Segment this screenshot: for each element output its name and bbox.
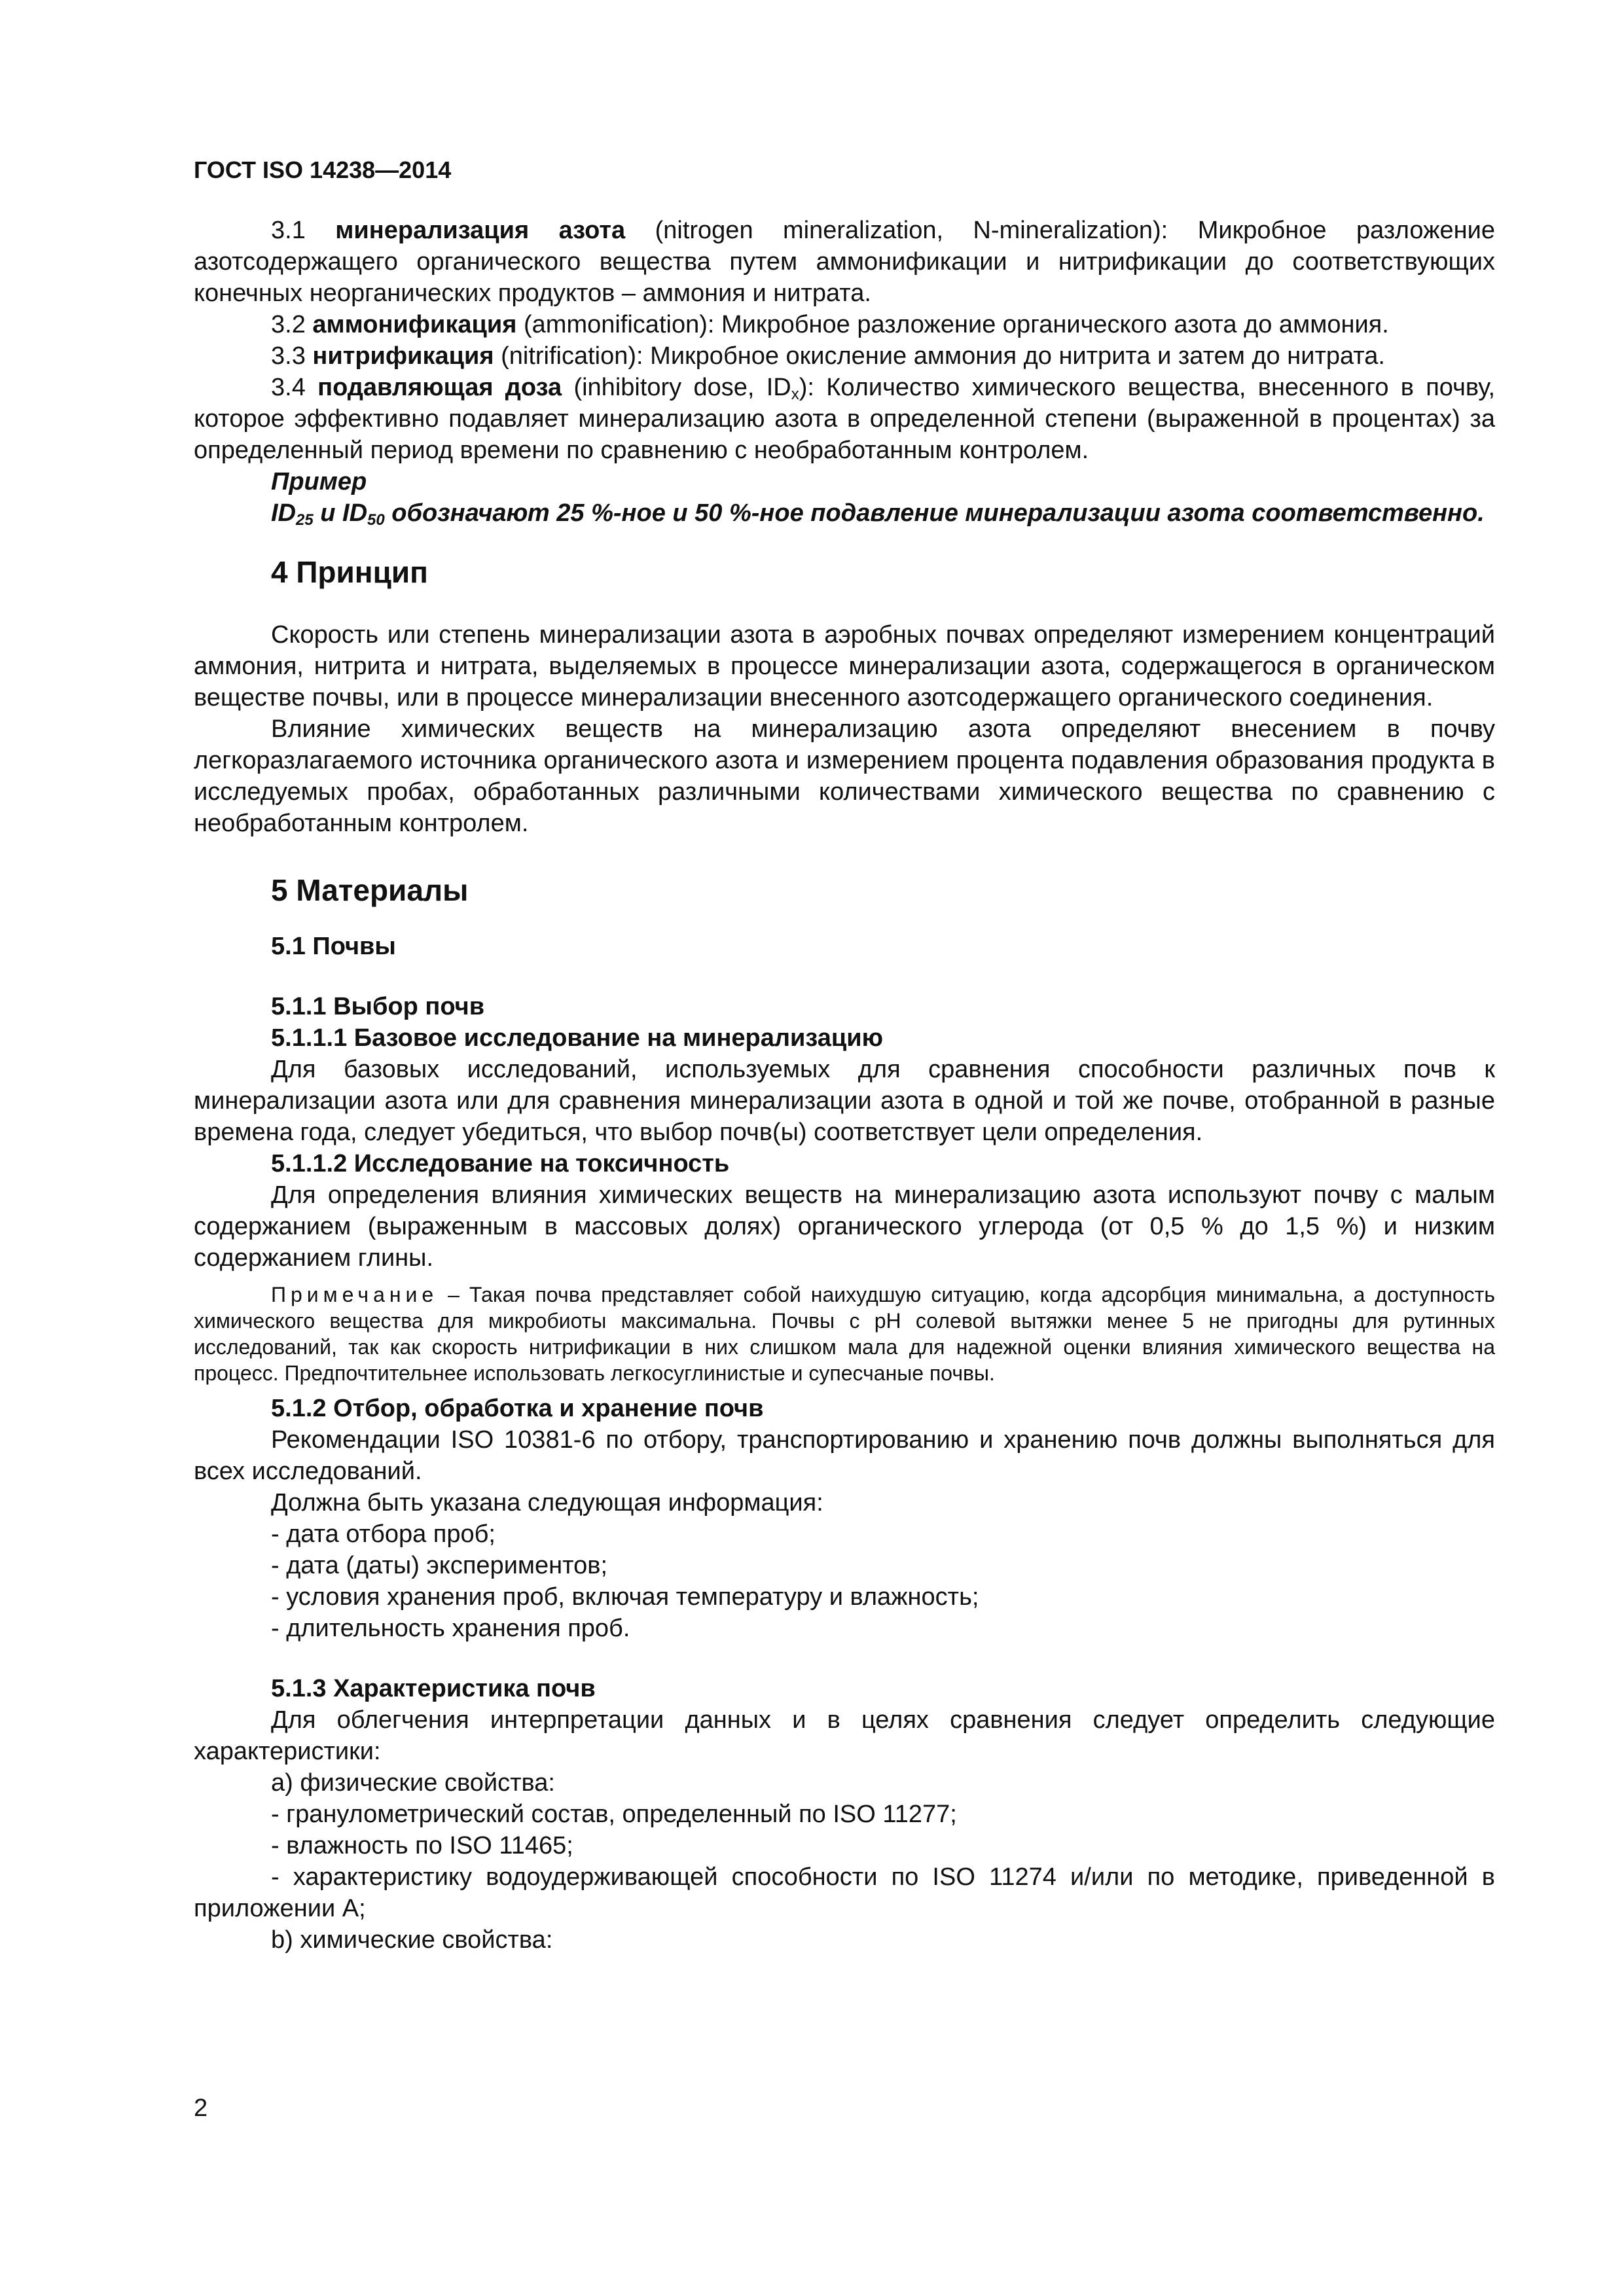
section-5-1-3-heading: 5.1.3 Характеристика почв — [271, 1675, 596, 1702]
example-text-part: обозначают 25 %-ное и 50 %-ное подавление минерализации азота соответственно. — [384, 499, 1485, 527]
document-header: ГОСТ ISO 14238—2014 — [194, 156, 452, 183]
definition-term: нитрификация — [312, 342, 494, 370]
definition-number: 3.1 — [271, 217, 306, 244]
definition-term: минерализация азота — [335, 217, 626, 244]
section-4-paragraph-1: Скорость или степень минерализации азота в аэробных почвах определяют измерением концентраций аммония, нитрита и нитрата, выделяемых в процессе минерализации азота, содержащегося в органическом веществе почвы, или в процессе минерализации внесенного азотсодержащего органического соединения. — [194, 621, 1495, 711]
section-5-1-1-1-heading: 5.1.1.1 Базовое исследование на минерализацию — [271, 1024, 884, 1052]
section-4-heading: 4 Принцип — [271, 555, 428, 589]
subscript: 50 — [367, 511, 385, 529]
section-5-1-2-paragraph: Рекомендации ISO 10381-6 по отбору, транспортированию и хранению почв должны выполняться для всех исследований. — [194, 1426, 1495, 1485]
page-number: 2 — [194, 2094, 208, 2122]
section-5-1-heading: 5.1 Почвы — [271, 933, 396, 960]
definition-3-3 — [194, 340, 1495, 372]
page-content — [194, 215, 1495, 1956]
list-item: - влажность по ISO 11465; — [271, 1832, 573, 1859]
definition-number: 3.4 — [271, 374, 306, 401]
list-item: - дата отбора проб; — [271, 1520, 496, 1548]
definition-number: 3.2 — [271, 311, 306, 338]
section-5-heading: 5 Материалы — [271, 873, 469, 907]
subscript: 25 — [296, 511, 314, 529]
list-item-b: b) химические свойства: — [271, 1926, 553, 1954]
note-label: Примечание — [271, 1283, 439, 1306]
list-item: - длительность хранения проб. — [271, 1615, 630, 1642]
example-text-part: и ID — [313, 499, 368, 527]
section-5-1-3-paragraph: Для облегчения интерпретации данных и в целях сравнения следует определить следующие характеристики: — [194, 1706, 1495, 1765]
example-label: Пример — [271, 468, 367, 495]
list-item: - условия хранения проб, включая температуру и влажность; — [271, 1583, 979, 1611]
list-item: - гранулометрический состав, определенный по ISO 11277; — [271, 1801, 957, 1828]
definition-number: 3.3 — [271, 342, 306, 370]
subscript: x — [791, 386, 799, 403]
section-5-1-1-2-paragraph: Для определения влияния химических веществ на минерализацию азота используют почву с малым содержанием (выраженным в массовых долях) органического углерода (от 0,5 % до 1,5 %) и низким содержанием глины. — [194, 1181, 1495, 1272]
example-id: ID — [271, 499, 296, 527]
section-5-1-1-heading: 5.1.1 Выбор почв — [271, 993, 485, 1020]
definition-3-2 — [194, 309, 1495, 340]
definition-text: (inhibitory dose, ID — [573, 374, 791, 401]
section-4-paragraph-2: Влияние химических веществ на минерализацию азота определяют внесением в почву легкоразлагаемого источника органического азота и измерением процента подавления образования продукта в исследуемых пробах, обработанных различными количествами химического вещества по сравнению с необработанным контролем. — [194, 715, 1495, 837]
definition-text: (nitrification): Микробное окисление аммония до нитрита и затем до нитрата. — [501, 342, 1385, 370]
list-item: - характеристику водоудерживающей способности по ISO 11274 и/или по методике, приведенной в приложении А; — [194, 1863, 1495, 1922]
note — [194, 1282, 1495, 1386]
example-text — [194, 497, 1495, 529]
list-item-a: a) физические свойства: — [271, 1769, 555, 1797]
definition-term: аммонификация — [312, 311, 517, 338]
section-5-1-2-info-intro: Должна быть указана следующая информация: — [271, 1489, 823, 1516]
section-5-1-1-2-heading: 5.1.1.2 Исследование на токсичность — [271, 1150, 730, 1177]
definition-3-1 — [194, 215, 1495, 309]
list-item: - дата (даты) экспериментов; — [271, 1552, 608, 1579]
definition-text: ): Количество химического вещества, внесенного в почву, которое эффективно подавляет минерализацию азота в определенной степени (выраженной в процентах) за определенный период времени по сравнению с необработанным контролем. — [194, 374, 1496, 464]
definition-text: (ammonification): Микробное разложение органического азота до аммония. — [524, 311, 1389, 338]
section-5-1-2-heading: 5.1.2 Отбор, обработка и хранение почв — [271, 1395, 764, 1422]
definition-3-4 — [194, 372, 1495, 466]
definition-term: подавляющая доза — [317, 374, 562, 401]
section-5-1-1-1-paragraph: Для базовых исследований, используемых для сравнения способности различных почв к минерализации азота или для сравнения минерализации азота в одной и той же почве, отобранной в разные времена года, следует убедиться, что выбор почв(ы) соответствует цели определения. — [194, 1056, 1495, 1146]
definition-text: (nitrogen mineralization, N-mineralization): Микробное разложение азотсодержащего органического вещества путем аммонификации и нитрификации до соответствующих конечных неорганических продуктов – аммония и нитрата. — [194, 217, 1495, 307]
note-text: – Такая почва представляет собой наихудшую ситуацию, когда адсорбция минимальна, а доступность химического вещества для микробиоты максимальна. Почвы с pH солевой вытяжки менее 5 не пригодны для рутинных исследований, так как скорость нитрификации в них слишком мала для надежной оценки влияния химического вещества на процесс. Предпочтительнее использовать легкосуглинистые и супесчаные почвы. — [194, 1283, 1495, 1385]
